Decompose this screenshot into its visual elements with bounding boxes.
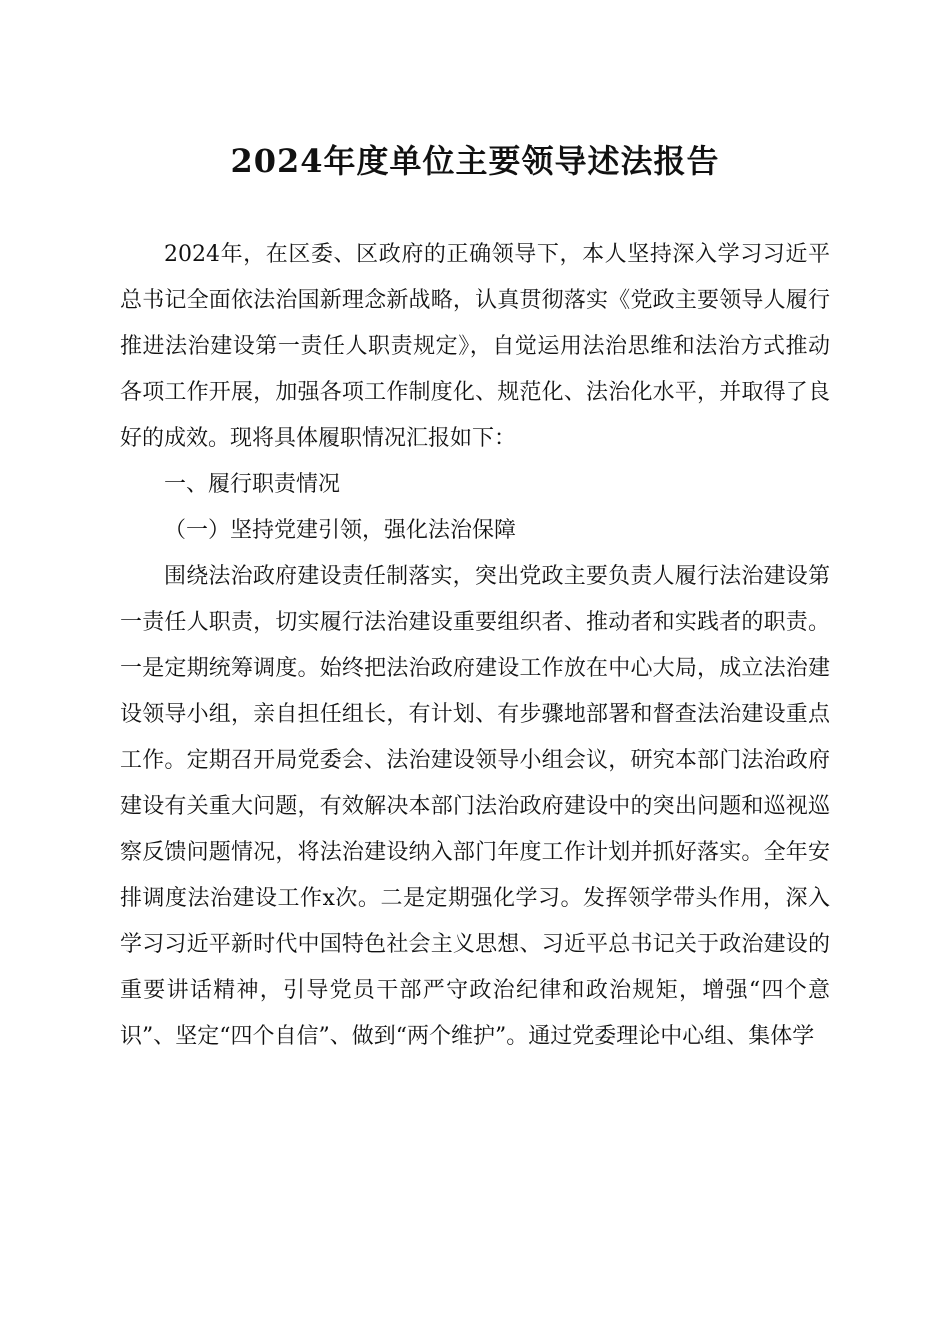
subsection-body-paragraph: 围绕法治政府建设责任制落实，突出党政主要负责人履行法治建设第一责任人职责，切实履行法治建设重要组织者、推动者和实践者的职责。一是定期统筹调度。始终把法治政府建设工作放在中心大局，成立法治建设领导小组，亲自担任组长，有计划、有步骤地部署和督查法治建设重点工作。定期召开局党委会、法治建设领导小组会议，研究本部门法治政府建设有关重大问题，有效解决本部门法治政府建设中的突出问题和巡视巡察反馈问题情况，将法治建设纳入部门年度工作计划并抓好落实。全年安排调度法治建设工作x次。二是定期强化学习。发挥领学带头作用，深入学习习近平新时代中国特色社会主义思想、习近平总书记关于政治建设的重要讲话精神，引导党员干部严守政治纪律和政治规矩，增强“四个意识”、坚定“四个自信”、做到“两个维护”。通过党委理论中心组、集体学: [120, 564, 830, 1049]
document-body: [120, 232, 830, 1060]
section-heading-duties: 一、履行职责情况: [164, 472, 341, 497]
document-title: 2024年度单位主要领导述法报告: [230, 142, 720, 180]
subsection-heading-party-building: （一）坚持党建引领，强化法治保障: [164, 518, 517, 543]
intro-paragraph: 2024年，在区委、区政府的正确领导下，本人坚持深入学习习近平总书记全面依法治国新理念新战略，认真贯彻落实《党政主要领导人履行推进法治建设第一责任人职责规定》，自觉运用法治思维和法治方式推动各项工作开展，加强各项工作制度化、规范化、法治化水平，并取得了良好的成效。现将具体履职情况汇报如下：: [120, 242, 830, 451]
